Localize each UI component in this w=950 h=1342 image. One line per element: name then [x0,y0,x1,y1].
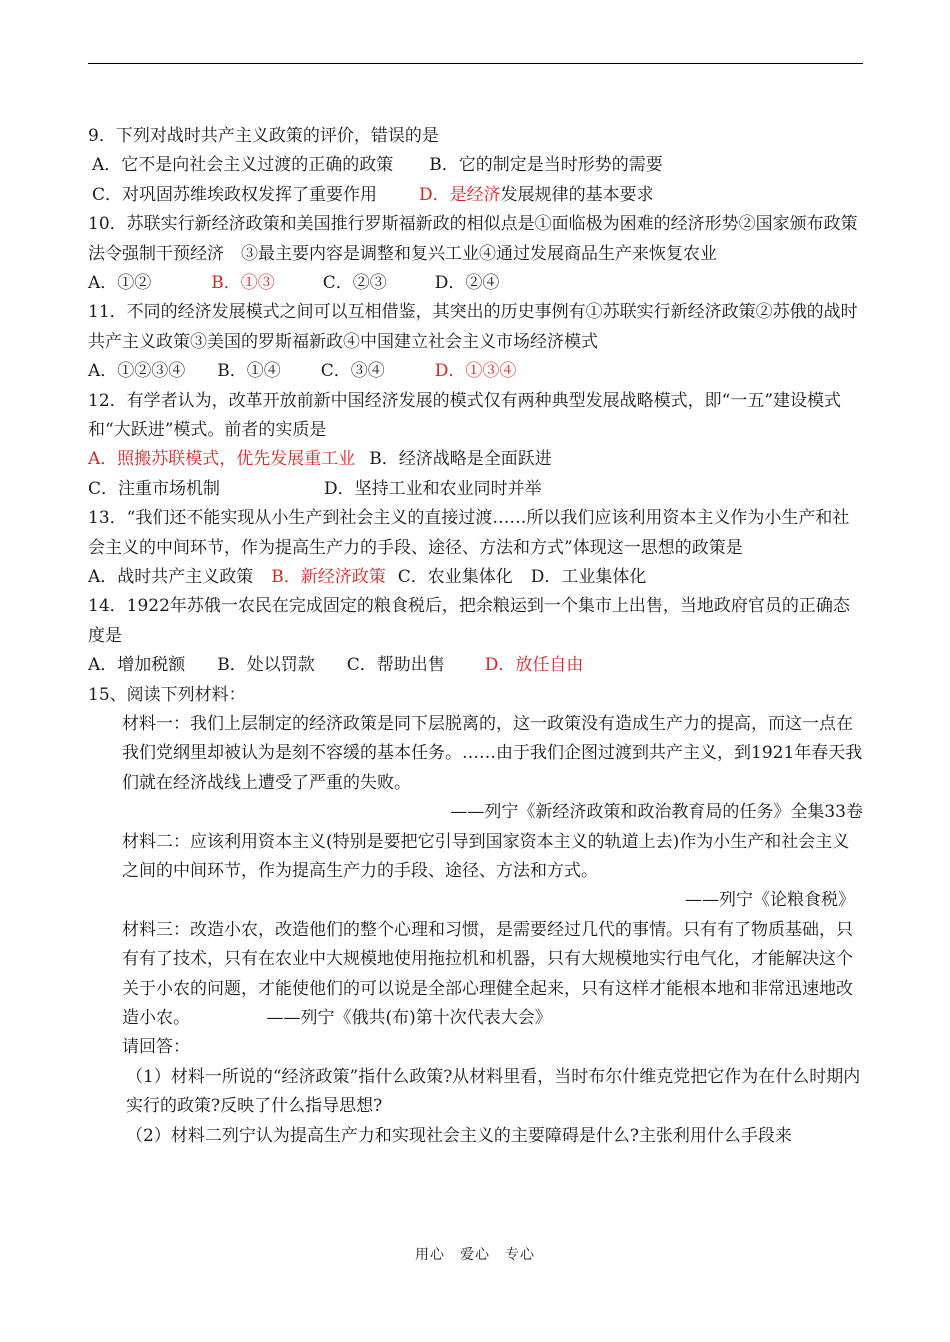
material-three: 材料三：改造小农，改造他们的整个心理和习惯，是需要经过几代的事情。只有有了物质基础，只有有了技术，只有在农业中大规模地使用拖拉机和机器，只有大规模地实行电气化，才能解决这个关于小农的问题，才能使他们的可以说是全部心理健全起来，只有这样才能根本地和非常迅速地改造小农。 ——列宁《俄共(布)第十次代表大会》 [122,919,853,1028]
q13-option-a: A．战时共产主义政策 [88,566,254,587]
q12-option-c: C．注重市场机制 [88,478,221,499]
q13-option-c: C．农业集体化 [397,566,513,587]
q15-stem: 15、阅读下列材料： [88,684,246,705]
q11-option-b: B．①④ [217,361,281,382]
q9-options-row1 [88,151,863,180]
q9-option-d-rest: 发展规律的基本要求 [500,184,654,205]
q14-stem: 14．1922年苏俄一农民在完成固定的粮食税后，把余粮运到一个集市上出售，当地政府官员的正确态度是 [88,596,850,646]
q14-option-d-answer: D．放任自由 [484,655,584,676]
q13-stem: 13．“我们还不能实现从小生产到社会主义的直接过渡……所以我们应该利用资本主义作为小生产和社会主义的中间环节，作为提高生产力的手段、途径、方法和方式”体现这一思想的政策是 [88,508,850,558]
q9-option-c: C．对巩固苏维埃政权发挥了重要作用 [92,184,378,205]
q11-stem: 11．不同的经济发展模式之间可以互相借鉴，其突出的历史事例有①苏联实行新经济政策②苏俄的战时共产主义政策③美国的罗斯福新政④中国建立社会主义市场经济模式 [88,302,858,352]
q12-stem: 12．有学者认为，改革开放前新中国经济发展的模式仅有两种典型发展战略模式，即“一五”建设模式和“大跃进”模式。前者的实质是 [88,390,842,440]
q9-option-d-answer: D．是经济 [419,184,501,205]
q9-option-b: B．它的制定是当时形势的需要 [429,155,663,176]
sub-question-1: （1）材料一所说的“经济政策”指什么政策?从材料里看，当时布尔什维克党把它作为在什么时期内实行的政策?反映了什么指导思想? [126,1066,861,1117]
answer-prompt: 请回答： [122,1037,190,1058]
sub-question-2: （2）材料二列宁认为提高生产力和实现社会主义的主要障碍是什么?主张利用什么手段来 [126,1125,792,1146]
q10-options [88,269,863,298]
q12-option-d: D．坚持工业和农业同时并举 [324,478,542,499]
material-two: 材料二：应该利用资本主义(特别是要把它引导到国家资本主义的轨道上去)作为小生产和社会主义之间的中间环节，作为提高生产力的手段、途径、方法和方式。 [122,831,850,881]
q9-options-row2 [88,181,863,210]
material-one-source: ——列宁《新经济政策和政治教育局的任务》全集33卷 [450,802,863,823]
header-rule [88,63,863,64]
document-body [88,122,863,1151]
q10-option-a: A．①② [88,272,152,293]
q10-option-d: D．②④ [434,272,500,293]
q10-option-c: C．②③ [322,272,387,293]
q11-options [88,357,863,386]
page-footer: 用心 爱心 专心 [415,1247,535,1263]
q14-option-b: B．处以罚款 [217,655,315,676]
q12-option-b: B．经济战略是全面跃进 [369,449,552,470]
material-two-source: ——列宁《论粮食税》 [685,890,855,911]
q13-option-d: D．工业集体化 [530,566,647,587]
q11-option-c: C．③④ [320,361,385,382]
q14-options [88,651,863,680]
q14-option-a: A．增加税额 [88,655,186,676]
q9-option-a: A．它不是向社会主义过渡的正确的政策 [92,155,394,176]
q14-option-c: C．帮助出售 [346,655,445,676]
q9-stem: 9．下列对战时共产主义政策的评价，错误的是 [88,126,439,146]
q10-option-b-answer: B．①③ [211,272,275,293]
q12-options-row2 [88,475,863,504]
q13-options [88,563,863,592]
q12-option-a-answer: A．照搬苏联模式，优先发展重工业 [88,449,356,470]
q11-option-d-answer: D．①③④ [434,361,517,382]
material-one: 材料一：我们上层制定的经济政策是同下层脱离的，这一政策没有造成生产力的提高，而这一点在我们党纲里却被认为是刻不容缓的基本任务。……由于我们企图过渡到共产主义，到1921年春天我们就在经济战线上遭受了严重的失败。 [122,713,863,793]
q13-option-b-answer: B．新经济政策 [271,566,386,587]
q11-option-a: A．①②③④ [88,361,186,382]
q10-stem: 10．苏联实行新经济政策和美国推行罗斯福新政的相似点是①面临极为困难的经济形势②国家颁布政策法令强制干预经济 ③最主要内容是调整和复兴工业④通过发展商品生产来恢复农业 [88,214,858,264]
q12-options-row1 [88,445,863,474]
